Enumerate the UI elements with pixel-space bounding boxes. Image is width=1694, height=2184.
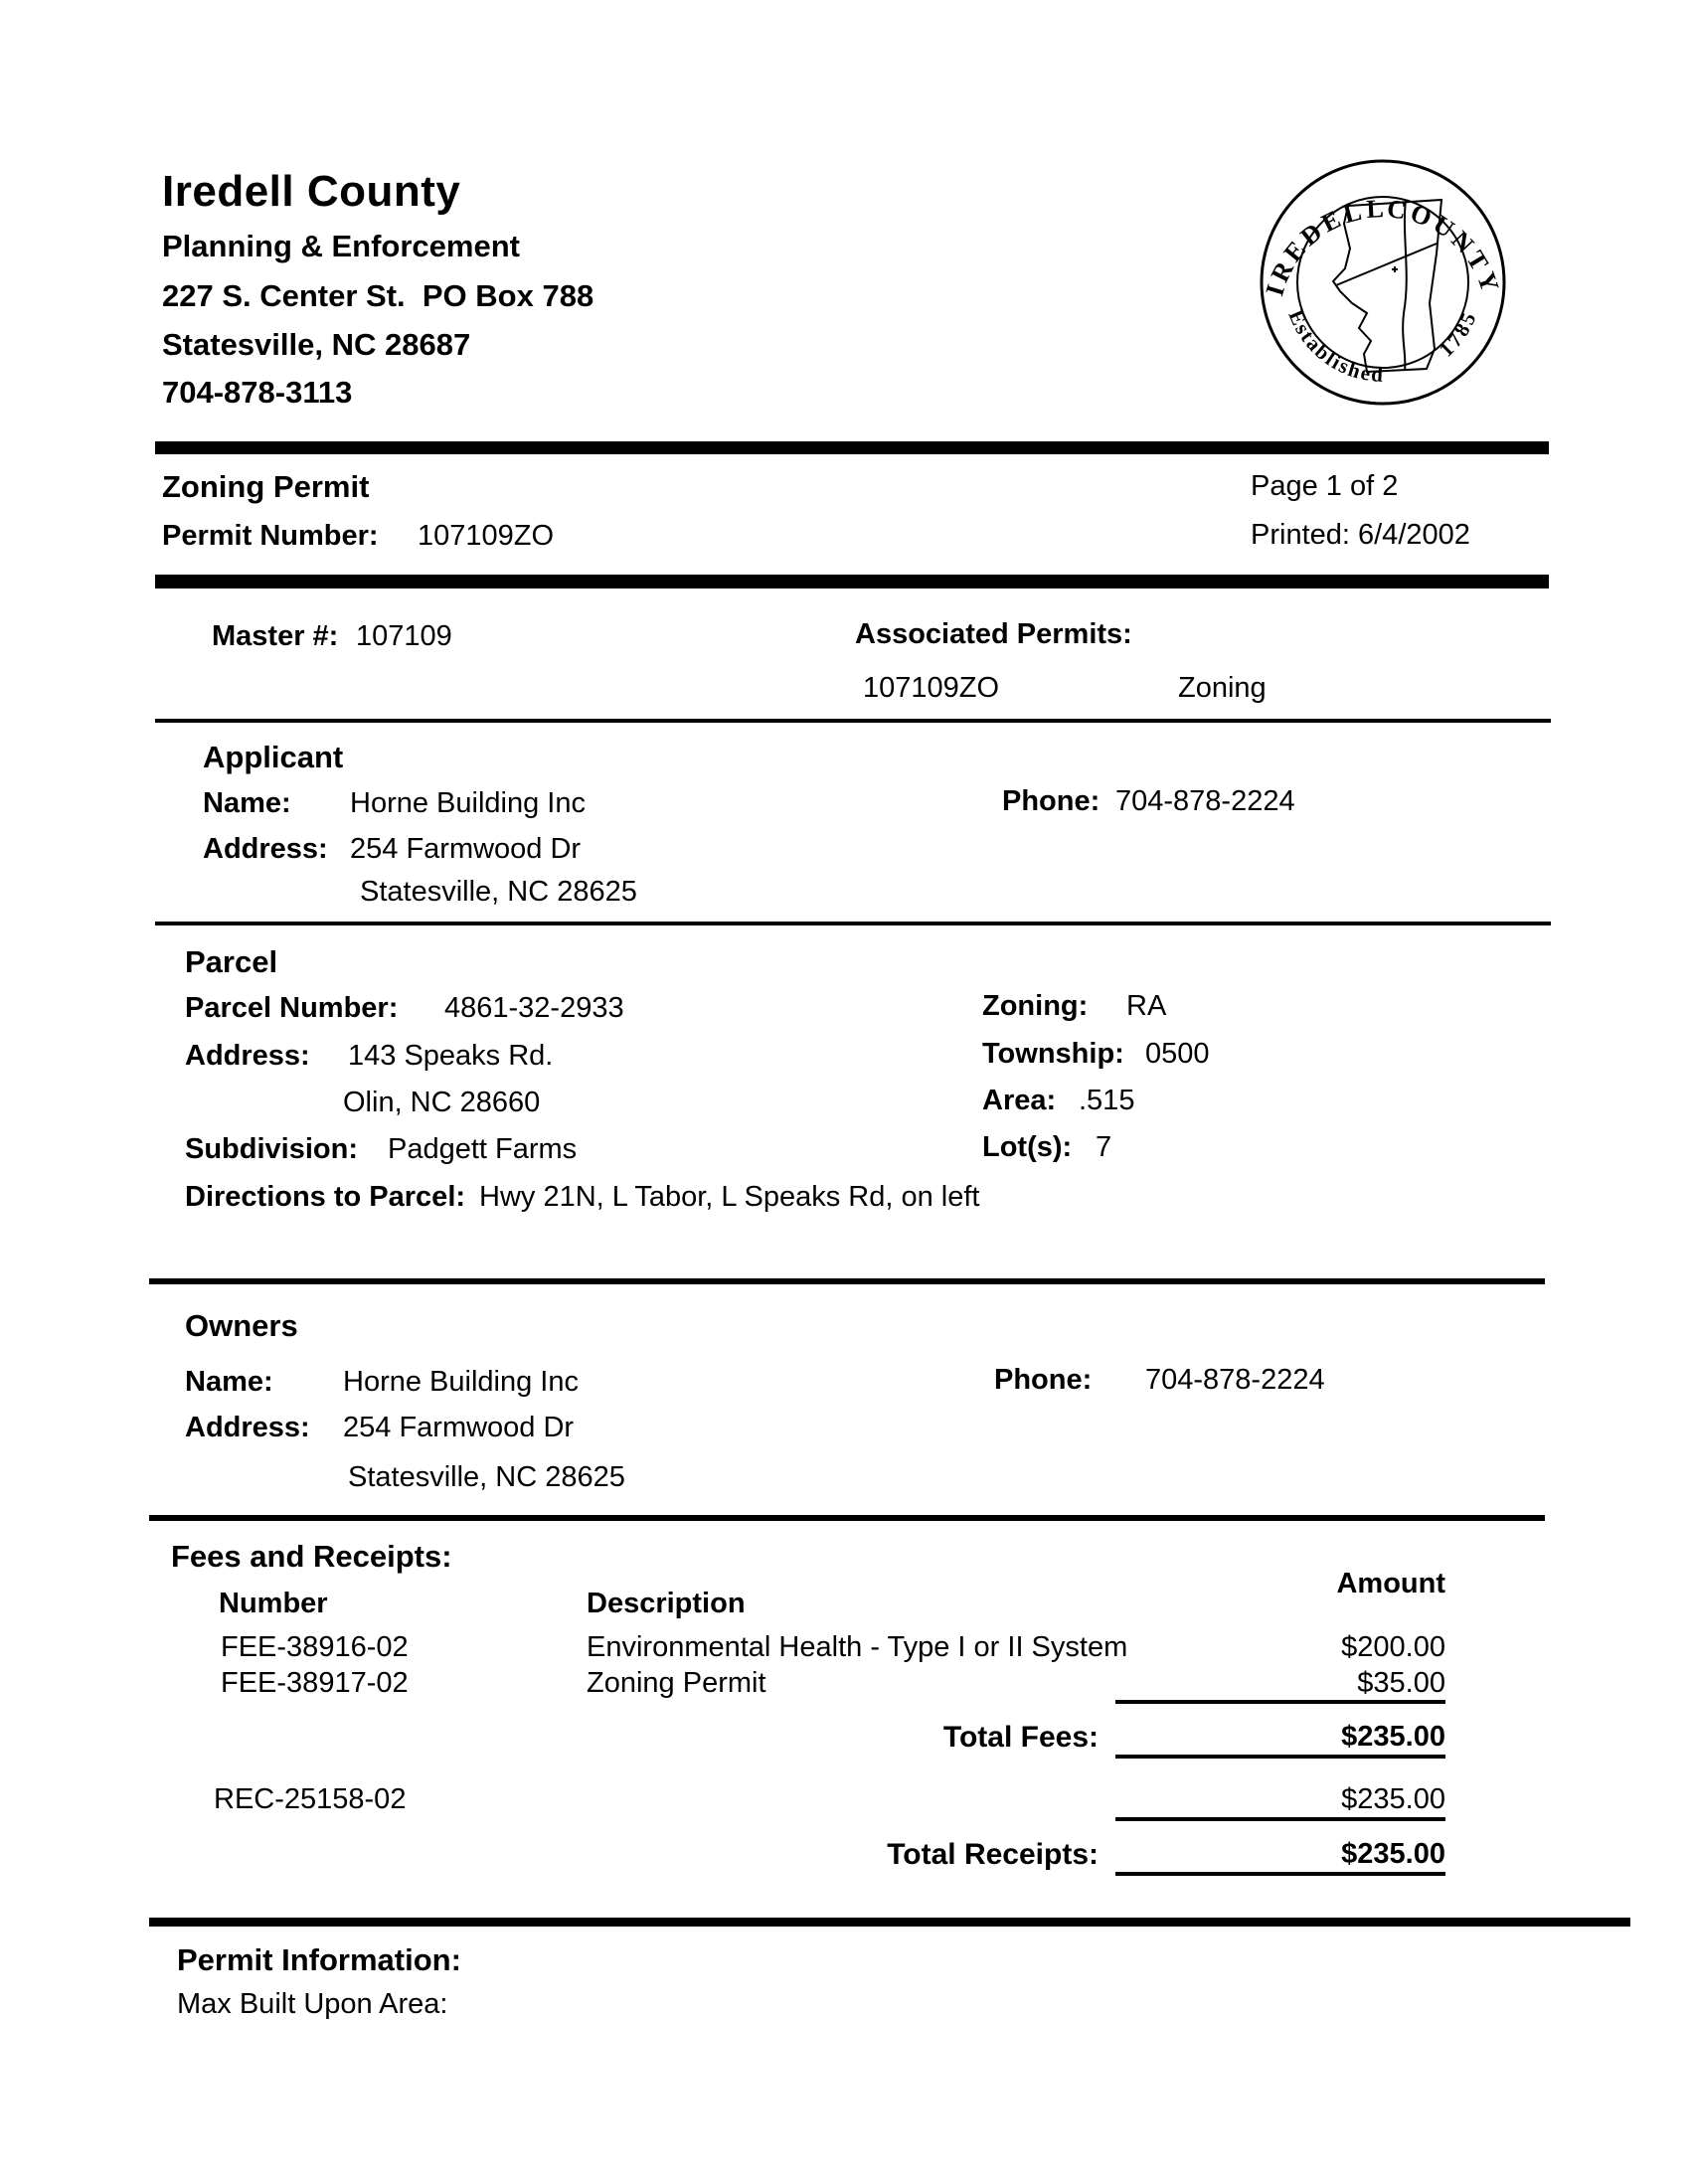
parcel-directions-label: Directions to Parcel: xyxy=(185,1181,466,1213)
org-department: Planning & Enforcement xyxy=(162,229,520,263)
master-number-value: 107109 xyxy=(356,620,452,652)
fees-col-number: Number xyxy=(219,1588,328,1619)
applicant-address-label: Address: xyxy=(203,833,328,865)
owners-name-value: Horne Building Inc xyxy=(343,1366,579,1398)
section-rule xyxy=(149,1515,1545,1521)
applicant-name-label: Name: xyxy=(203,787,291,819)
owners-phone-label: Phone: xyxy=(994,1364,1093,1396)
title-band-top-rule xyxy=(155,441,1549,454)
fees-heading: Fees and Receipts: xyxy=(171,1539,452,1574)
parcel-address-line2: Olin, NC 28660 xyxy=(343,1087,541,1118)
org-address-line1: 227 S. Center St. PO Box 788 xyxy=(162,278,594,313)
max-built-upon-area-label: Max Built Upon Area: xyxy=(177,1988,448,2020)
fee-row-description: Environmental Health - Type I or II System xyxy=(587,1631,1128,1663)
amount-rule xyxy=(1115,1755,1445,1759)
owners-address-line2: Statesville, NC 28625 xyxy=(348,1461,625,1493)
org-phone: 704-878-3113 xyxy=(162,375,353,410)
parcel-directions-value: Hwy 21N, L Tabor, L Speaks Rd, on left xyxy=(479,1181,980,1213)
org-name: Iredell County xyxy=(162,167,461,216)
parcel-subdivision-label: Subdivision: xyxy=(185,1133,358,1165)
applicant-name-value: Horne Building Inc xyxy=(350,787,586,819)
fees-col-description: Description xyxy=(587,1588,746,1619)
associated-permit-number: 107109ZO xyxy=(863,672,1000,704)
owners-heading: Owners xyxy=(185,1308,298,1343)
parcel-number-label: Parcel Number: xyxy=(185,992,399,1024)
applicant-phone-label: Phone: xyxy=(1002,785,1101,817)
parcel-lots-value: 7 xyxy=(1096,1131,1112,1163)
owners-address-label: Address: xyxy=(185,1412,310,1443)
permit-info-heading: Permit Information: xyxy=(177,1942,461,1977)
receipt-row-amount: $235.00 xyxy=(1341,1783,1445,1815)
associated-permits-label: Associated Permits: xyxy=(855,618,1132,650)
fee-row-description: Zoning Permit xyxy=(587,1667,766,1699)
fee-row-number: FEE-38916-02 xyxy=(221,1631,409,1663)
fees-col-amount: Amount xyxy=(1336,1568,1445,1599)
page-indicator: Page 1 of 2 xyxy=(1251,470,1399,502)
section-rule xyxy=(155,719,1551,723)
parcel-zoning-value: RA xyxy=(1126,990,1167,1022)
title-band-bottom-rule xyxy=(155,575,1549,588)
permit-info-top-rule xyxy=(149,1918,1630,1927)
section-rule xyxy=(149,1278,1545,1284)
parcel-heading: Parcel xyxy=(185,944,278,979)
parcel-zoning-label: Zoning: xyxy=(982,990,1089,1022)
seal-text-iredell: IREDELL xyxy=(1260,193,1389,299)
parcel-lots-label: Lot(s): xyxy=(982,1131,1073,1163)
total-receipts-value: $235.00 xyxy=(1341,1838,1445,1870)
amount-rule xyxy=(1115,1872,1445,1876)
parcel-subdivision-value: Padgett Farms xyxy=(388,1133,578,1165)
amount-rule xyxy=(1115,1817,1445,1821)
seal-text-1785: 1785 xyxy=(1434,306,1482,362)
parcel-address-label: Address: xyxy=(185,1040,310,1072)
section-rule xyxy=(155,922,1551,925)
receipt-row-number: REC-25158-02 xyxy=(214,1783,407,1815)
applicant-address-line2: Statesville, NC 28625 xyxy=(360,876,637,908)
doc-title: Zoning Permit xyxy=(162,469,370,504)
owners-name-label: Name: xyxy=(185,1366,273,1398)
parcel-address-line1: 143 Speaks Rd. xyxy=(348,1040,554,1072)
applicant-address-line1: 254 Farmwood Dr xyxy=(350,833,582,865)
permit-number-label: Permit Number: xyxy=(162,520,379,552)
total-receipts-label: Total Receipts: xyxy=(887,1838,1099,1871)
owners-phone-value: 704-878-2224 xyxy=(1145,1364,1325,1396)
parcel-area-value: .515 xyxy=(1079,1085,1135,1116)
applicant-phone-value: 704-878-2224 xyxy=(1115,785,1295,817)
fee-row-amount: $35.00 xyxy=(1357,1667,1445,1699)
parcel-area-label: Area: xyxy=(982,1085,1057,1116)
total-fees-value: $235.00 xyxy=(1341,1721,1445,1753)
total-fees-label: Total Fees: xyxy=(942,1721,1099,1754)
fee-row-number: FEE-38917-02 xyxy=(221,1667,409,1699)
fee-row-amount: $200.00 xyxy=(1341,1631,1445,1663)
master-number-label: Master #: xyxy=(212,620,339,652)
amount-rule xyxy=(1115,1700,1445,1704)
parcel-number-value: 4861-32-2933 xyxy=(444,992,624,1024)
county-seal xyxy=(1255,154,1511,411)
parcel-township-label: Township: xyxy=(982,1038,1124,1070)
applicant-heading: Applicant xyxy=(203,740,344,774)
printed-date: Printed: 6/4/2002 xyxy=(1251,519,1470,551)
parcel-township-value: 0500 xyxy=(1145,1038,1210,1070)
owners-address-line1: 254 Farmwood Dr xyxy=(343,1412,575,1443)
associated-permit-type: Zoning xyxy=(1178,672,1267,704)
seal-text-county: COUNTY xyxy=(1385,193,1506,300)
org-address-line2: Statesville, NC 28687 xyxy=(162,327,471,362)
permit-number-value: 107109ZO xyxy=(418,520,555,552)
seal-text-established: Established xyxy=(1283,306,1386,387)
